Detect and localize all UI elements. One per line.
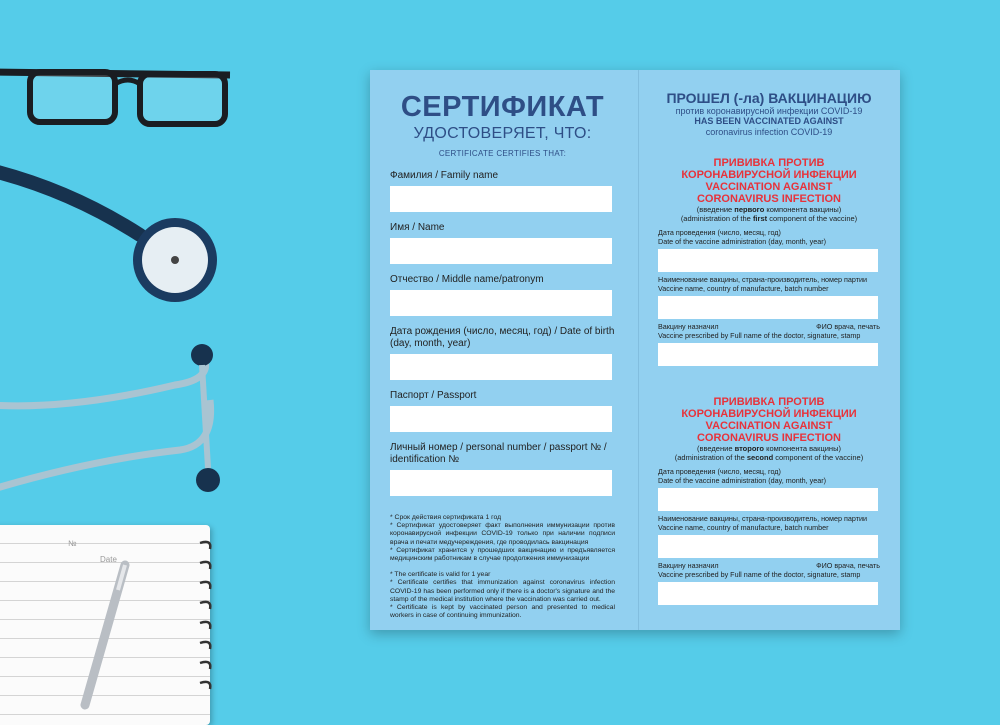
prescribed-label-en: Vaccine prescribed by Full name of the doctor, signature, stamp	[658, 330, 861, 340]
vaccination-title-en: VACCINATION AGAINST	[705, 181, 833, 193]
vaccination-title-ru: ПРИВИВКА ПРОТИВ	[713, 396, 825, 408]
field-label: Личный номер / personal number / passport № / identification №	[390, 442, 607, 465]
vaccine-name-label-en: Vaccine name, country of manufacture, batch number	[658, 283, 829, 293]
name-input[interactable]	[390, 238, 612, 264]
vaccination-title-ru: КОРОНАВИРУСНОЙ ИНФЕКЦИИ	[681, 169, 857, 181]
certificate-notes	[390, 514, 615, 620]
note-ru: * Сертификат хранится у прошедших вакцинацию и предъявляется медицинским работникам в случае продолжения иммунизации	[390, 546, 615, 563]
note-en: * Certificate is kept by vaccinated person and presented to medical workers in case of continuing immunization.	[390, 604, 615, 620]
personal-number-field	[390, 442, 615, 496]
field-label: Фамилия / Family name	[390, 170, 499, 181]
vaccination-title-en: CORONAVIRUS INFECTION	[696, 193, 842, 205]
vaccine-name-input[interactable]	[658, 535, 878, 558]
name-field	[390, 222, 615, 264]
vaccine-component-note-en: (administration of the second component of the vaccine)	[674, 453, 864, 462]
birth-date-field	[390, 326, 615, 380]
vaccination-date-input[interactable]	[658, 249, 878, 272]
fold-line	[638, 70, 639, 630]
notebook-number-label: №	[68, 539, 77, 548]
vaccination-block-first	[658, 157, 880, 366]
doctor-name-label: ФИО врача, печать	[816, 561, 880, 570]
family-name-field	[390, 170, 615, 212]
vaccinated-heading-en-sub: coronavirus infection COVID-19	[705, 127, 833, 137]
note-en: * Certificate certifies that immunization against coronavirus infection COVID-19 has been performed only if there is a doctor's signature and the stamp of the medical institution where the vaccination was carried out.	[390, 579, 615, 603]
certificate-title: СЕРТИФИКАТ	[400, 91, 605, 123]
vaccine-name-label-ru: Наименование вакцины, страна-производитель, номер партии	[658, 514, 868, 523]
vaccine-name-input[interactable]	[658, 296, 878, 319]
vaccination-title-en: CORONAVIRUS INFECTION	[696, 432, 842, 444]
certificate-left-panel	[390, 92, 615, 620]
vaccine-name-label-en: Vaccine name, country of manufacture, batch number	[658, 522, 829, 532]
vaccinated-heading-en: HAS BEEN VACCINATED AGAINST	[694, 116, 844, 126]
vaccination-title-en: VACCINATION AGAINST	[705, 420, 833, 432]
stethoscope-icon	[0, 150, 250, 510]
date-label-ru: Дата проведения (число, месяц, год)	[658, 228, 781, 237]
certificate-subtitle: УДОСТОВЕРЯЕТ, ЧТО:	[413, 125, 592, 142]
field-label: Паспорт / Passport	[390, 390, 477, 401]
prescribed-label-en: Vaccine prescribed by Full name of the doctor, signature, stamp	[658, 569, 861, 579]
eyeglasses-icon	[0, 60, 260, 150]
notebook-date-label: Date	[100, 555, 117, 564]
pen-icon	[70, 560, 140, 710]
vaccine-component-note-ru: (введение первого компонента вакцины)	[696, 205, 842, 214]
prescribed-by-label: Вакцину назначил	[658, 561, 719, 570]
certificate-subtitle-en: CERTIFICATE CERTIFIES THAT:	[438, 149, 567, 158]
passport-field	[390, 390, 615, 432]
prescribed-by-label: Вакцину назначил	[658, 322, 719, 331]
vaccination-title-ru: ПРИВИВКА ПРОТИВ	[713, 157, 825, 169]
vaccinated-heading: ПРОШЕЛ (-ла) ВАКЦИНАЦИЮ	[666, 90, 872, 106]
passport-input[interactable]	[390, 406, 612, 432]
middle-name-field	[390, 274, 615, 316]
birth-date-input[interactable]	[390, 354, 612, 380]
middle-name-input[interactable]	[390, 290, 612, 316]
date-label-en: Date of the vaccine administration (day, month, year)	[658, 236, 827, 246]
date-label-ru: Дата проведения (число, месяц, год)	[658, 467, 781, 476]
note-ru: * Срок действия сертификата 1 год	[390, 514, 502, 521]
vaccine-component-note-en: (administration of the first component of the vaccine)	[680, 214, 858, 223]
doctor-signature-input[interactable]	[658, 582, 878, 605]
field-label: Отчество / Middle name/patronym	[390, 274, 544, 285]
note-en: * The certificate is valid for 1 year	[390, 571, 491, 579]
vaccination-title-ru: КОРОНАВИРУСНОЙ ИНФЕКЦИИ	[681, 408, 857, 420]
vaccination-date-input[interactable]	[658, 488, 878, 511]
vaccine-name-label-ru: Наименование вакцины, страна-производитель, номер партии	[658, 275, 868, 284]
date-label-en: Date of the vaccine administration (day, month, year)	[658, 475, 827, 485]
vaccine-component-note-ru: (введение второго компонента вакцины)	[697, 444, 841, 453]
family-name-input[interactable]	[390, 186, 612, 212]
certificate-right-panel	[658, 90, 880, 609]
spiral-binding-icon	[198, 535, 214, 700]
doctor-name-label: ФИО врача, печать	[816, 322, 880, 331]
vaccination-block-second	[658, 396, 880, 605]
vaccinated-heading-sub: против коронавирусной инфекции COVID-19	[675, 106, 863, 116]
field-label: Дата рождения (число, месяц, год) / Date of birth (day, month, year)	[390, 326, 615, 349]
field-label: Имя / Name	[390, 222, 445, 233]
vaccination-certificate	[370, 70, 900, 630]
doctor-signature-input[interactable]	[658, 343, 878, 366]
personal-number-input[interactable]	[390, 470, 612, 496]
note-ru: * Сертификат удостоверяет факт выполнения иммунизации против коронавирусной инфекции COVID-19 только при наличии подписи врача и печати медучереждения, где проводилась вакцинация	[390, 522, 615, 546]
